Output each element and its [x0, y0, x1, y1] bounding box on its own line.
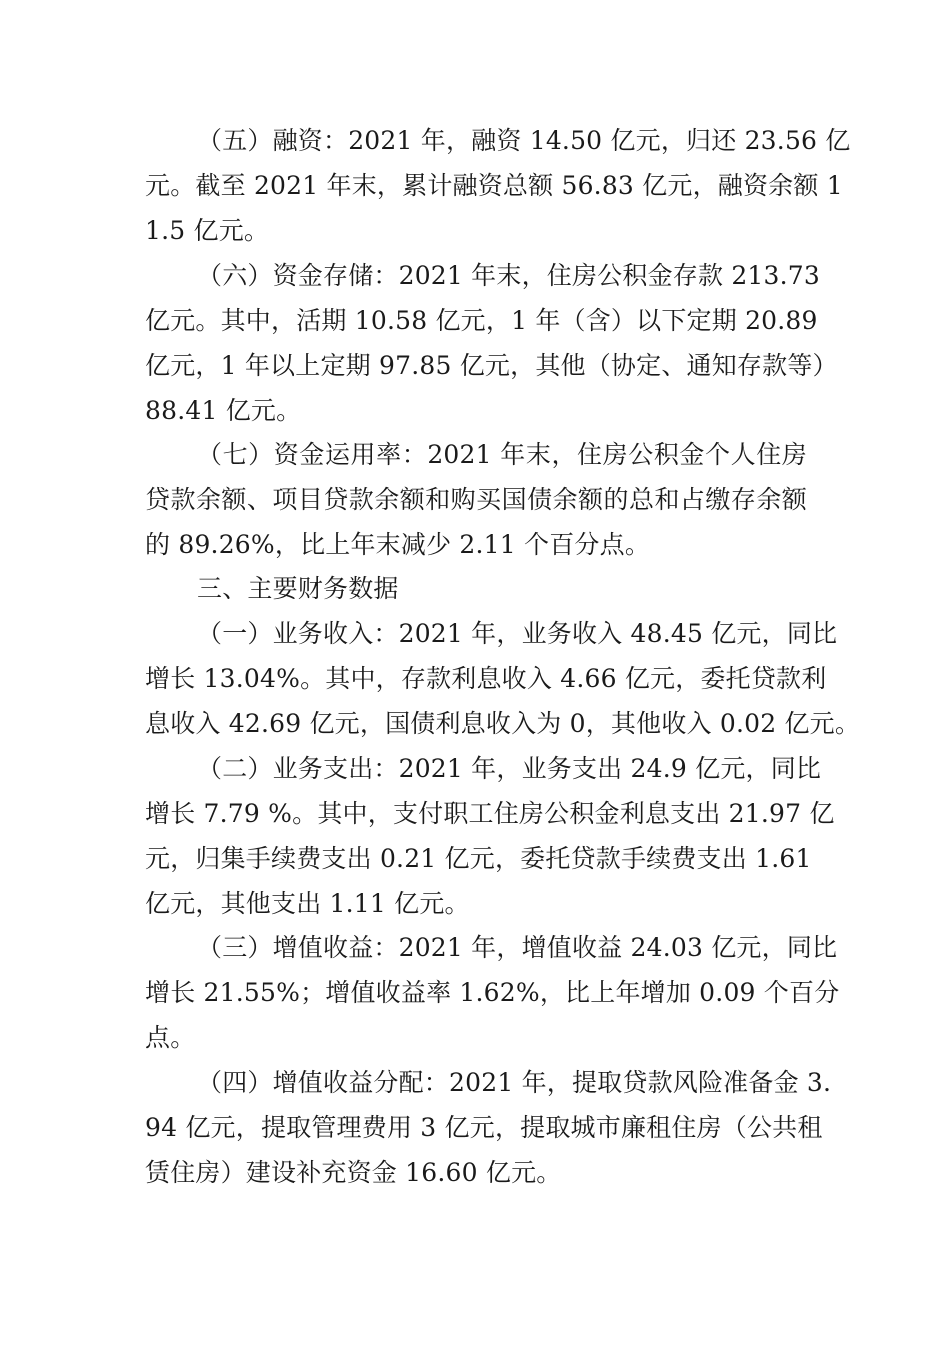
value-added-income-paragraph-line-3: 点。 — [145, 1023, 196, 1052]
utilization-rate-paragraph-line-3: 的 89.26%，比上年末减少 2.11 个百分点。 — [145, 530, 651, 559]
income-distribution-paragraph-line-3: 赁住房）建设补充资金 16.60 亿元。 — [145, 1158, 562, 1187]
financing-paragraph-line-3: 1.5 亿元。 — [145, 216, 270, 245]
business-income-paragraph-line-3: 息收入 42.69 亿元，国债利息收入为 0，其他收入 0.02 亿元。 — [145, 709, 861, 738]
income-distribution-paragraph-line-2: 94 亿元，提取管理费用 3 亿元，提取城市廉租住房（公共租 — [145, 1113, 823, 1142]
business-income-paragraph-line-2: 增长 13.04%。其中，存款利息收入 4.66 亿元，委托贷款利 — [145, 664, 827, 693]
financing-paragraph-line-1: （五）融资：2021 年，融资 14.50 亿元，归还 23.56 亿 — [197, 126, 851, 155]
fund-storage-paragraph-line-3: 亿元，1 年以上定期 97.85 亿元，其他（协定、通知存款等） — [145, 351, 838, 380]
utilization-rate-paragraph-line-2: 贷款余额、项目贷款余额和购买国债余额的总和占缴存余额 — [145, 485, 807, 514]
business-expense-paragraph-line-4: 亿元，其他支出 1.11 亿元。 — [145, 889, 470, 918]
section-heading: 三、主要财务数据 — [197, 574, 399, 603]
business-expense-paragraph-line-3: 元，归集手续费支出 0.21 亿元，委托贷款手续费支出 1.61 — [145, 844, 812, 873]
business-income-paragraph-line-1: （一）业务收入：2021 年，业务收入 48.45 亿元，同比 — [197, 619, 838, 648]
value-added-income-paragraph-line-1: （三）增值收益：2021 年，增值收益 24.03 亿元，同比 — [197, 933, 838, 962]
utilization-rate-paragraph-line-1: （七）资金运用率：2021 年末，住房公积金个人住房 — [197, 440, 807, 469]
financing-paragraph-line-2: 元。截至 2021 年末，累计融资总额 56.83 亿元，融资余额 1 — [145, 171, 843, 200]
business-expense-paragraph-line-1: （二）业务支出：2021 年，业务支出 24.9 亿元，同比 — [197, 754, 822, 783]
fund-storage-paragraph-line-2: 亿元。其中，活期 10.58 亿元，1 年（含）以下定期 20.89 — [145, 306, 818, 335]
fund-storage-paragraph-line-1: （六）资金存储：2021 年末，住房公积金存款 213.73 — [197, 261, 820, 290]
value-added-income-paragraph-line-2: 增长 21.55%；增值收益率 1.62%，比上年增加 0.09 个百分 — [145, 978, 840, 1007]
income-distribution-paragraph-line-1: （四）增值收益分配：2021 年，提取贷款风险准备金 3. — [197, 1068, 832, 1097]
fund-storage-paragraph-line-4: 88.41 亿元。 — [145, 396, 302, 425]
business-expense-paragraph-line-2: 增长 7.79 %。其中，支付职工住房公积金利息支出 21.97 亿 — [145, 799, 835, 828]
